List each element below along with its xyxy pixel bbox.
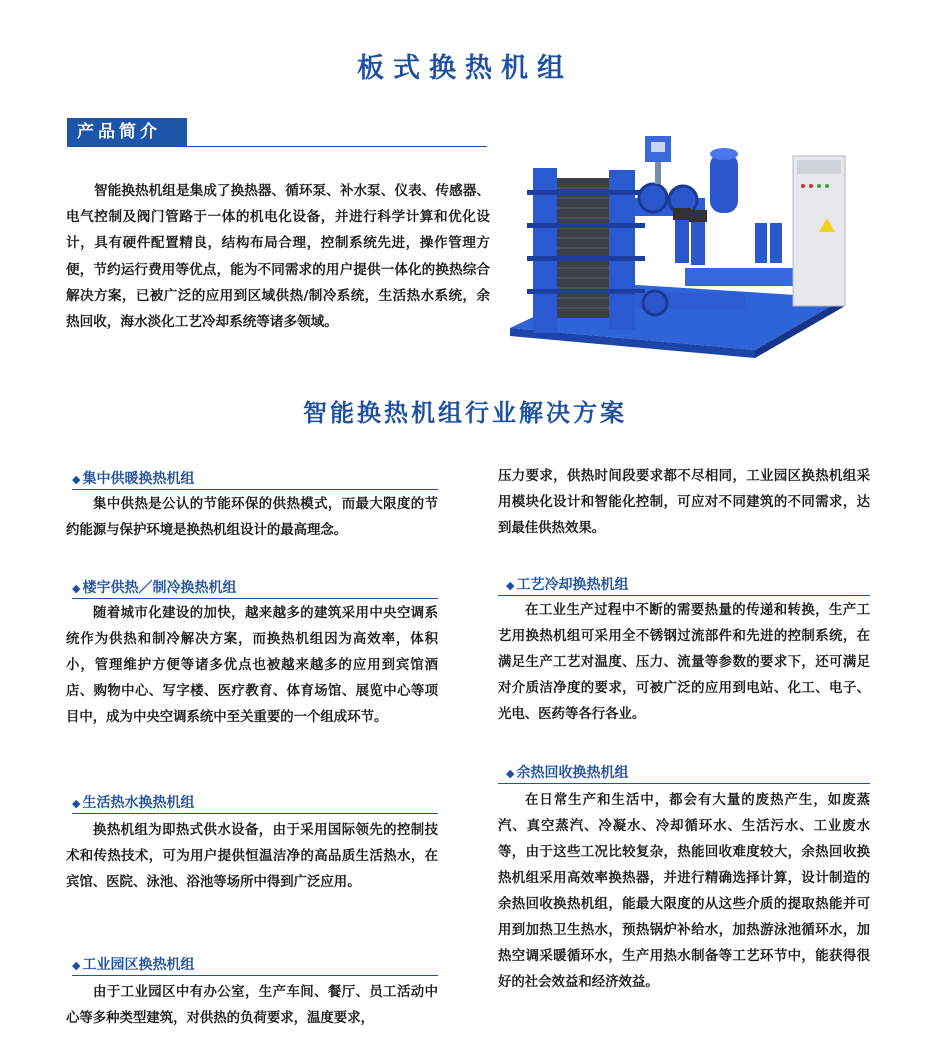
diamond-bullet-icon: ◆ [506,579,515,592]
waste-heat-heading [506,764,628,784]
industrial-park-heading [72,956,194,976]
hot-water-heading [72,794,194,814]
process-cooling-rule [498,595,870,596]
hot-water-rule [72,813,438,814]
central-heating-rule [72,489,438,490]
process-cooling-paragraph: 在工业生产过程中不断的需要热量的传递和转换，生产工艺用换热机组可采用全不锈钢过流部件和先进的控制系统，在满足生产工艺对温度、压力、流量等参数的要求下，还可满足对介质洁净度的要求，可被广泛的应用到电站、化工、电子、光电、医药等各行各业。 [498,603,870,722]
building-heading-text: 楼宇供热／制冷换热机组 [82,580,237,596]
hot-water-paragraph: 换热机组为即热式供水设备，由于采用国际领先的控制技术和传热技术，可为用户提供恒温洁净的高品质生活热水，在宾馆、医院、泳池、浴池等场所中得到广泛应用。 [66,823,438,890]
industrial-park-paragraph-left: 由于工业园区中有办公室，生产车间、餐厅、员工活动中心等多种类型建筑，对供热的负荷要求，温度要求， [66,985,438,1026]
process-cooling-heading [506,576,628,596]
central-heating-paragraph: 集中供热是公认的节能环保的供热模式，而最大限度的节约能源与保护环境是换热机组设计的最高理念。 [66,497,438,538]
building-rule [72,598,438,599]
intro-header: 产品简介 [67,118,187,146]
waste-heat-heading-text: 余热回收换热机组 [516,765,629,781]
waste-heat-paragraph: 在日常生产和生活中，都会有大量的废热产生，如废蒸汽、真空蒸汽、冷凝水、冷却循环水、生活污水、工业废水等，由于这些工况比较复杂，热能回收难度较大，余热回收换热机组采用高效率换热器，并进行精确选择计算，设计制造的余热回收换热机组，能最大限度的从这些介质的提取热能并可用到加热卫生热水，预热锅炉补给水，加热游泳池循环水，加热空调采暖循环水，生产用热水制备等工艺环节中，能获得很好的社会效益和经济效益。 [498,793,870,990]
diamond-bullet-icon: ◆ [72,797,81,810]
heat-exchanger-unit-image [505,128,850,358]
process-cooling-heading-text: 工艺冷却换热机组 [516,577,629,593]
diamond-bullet-icon: ◆ [72,959,81,972]
solutions-title: 智能换热机组行业解决方案 [303,399,627,427]
central-heating-heading [72,470,194,490]
page-title: 板式换热机组 [357,53,573,84]
building-paragraph: 随着城市化建设的加快，越来越多的建筑采用中央空调系统作为供热和制冷解决方案，而换热机组因为高效率，体积小，管理维护方便等诸多优点也被越来越多的应用到宾馆酒店、购物中心、写字楼、医疗教育、体育场馆、展览中心等项目中，成为中央空调系统中至关重要的一个组成环节。 [66,606,438,725]
diamond-bullet-icon: ◆ [72,473,81,486]
industrial-park-paragraph-right: 压力要求，供热时间段要求都不尽相同，工业园区换热机组采用模块化设计和智能化控制，可应对不同建筑的不同需求，达到最佳供热效果。 [498,469,870,536]
waste-heat-rule [498,783,870,784]
intro-paragraph: 智能换热机组是集成了换热器、循环泵、补水泵、仪表、传感器、电气控制及阀门管路于一体的机电化设备，并进行科学计算和优化设计，具有硬件配置精良，结构布局合理，控制系统先进，操作管理方便，节约运行费用等优点，能为不同需求的用户提供一体化的换热综合解决方案，已被广泛的应用到区域供热/制冷系统，生活热水系统，余热回收，海水淡化工艺冷却系统等诸多领域。 [66,183,490,331]
diamond-bullet-icon: ◆ [506,767,515,780]
industrial-park-heading-text: 工业园区换热机组 [82,957,195,973]
industrial-park-rule [72,975,438,976]
diamond-bullet-icon: ◆ [72,582,81,595]
intro-header-rule [67,146,487,147]
hot-water-heading-text: 生活热水换热机组 [82,795,195,811]
building-heading [72,579,236,599]
central-heating-heading-text: 集中供暖换热机组 [82,471,195,487]
